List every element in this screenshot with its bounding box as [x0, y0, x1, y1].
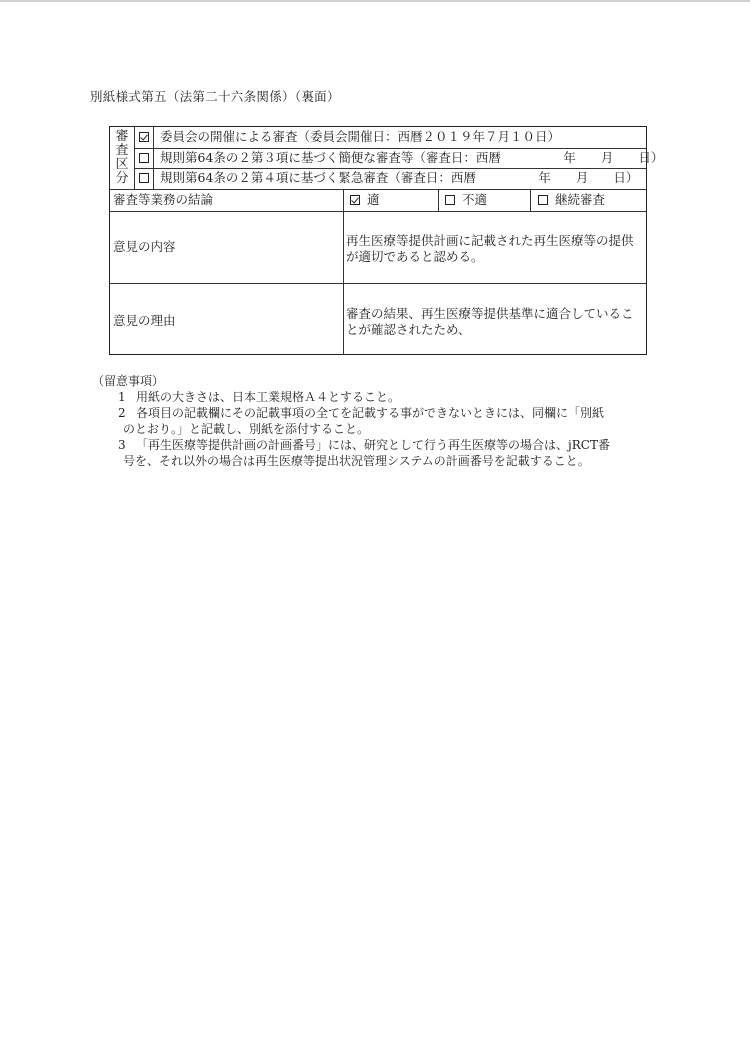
note-1-line-1: 用紙の大きさは、日本工業規格Ａ４とすること。: [136, 390, 401, 404]
note-2-line-2: のとおり。」と記載し、別紙を添付すること。: [123, 422, 370, 436]
conclusion-label: 審査等業務の結論: [113, 192, 214, 207]
conclusion-appropriate-checkbox[interactable]: [350, 195, 360, 205]
row-divider-4: [110, 211, 646, 212]
kubun-col-divider: [134, 127, 135, 189]
conclusion-inappropriate-label: 不適: [462, 192, 488, 207]
category-committee-label: 委員会の開催による審査（委員会開催日：西暦２０１９年７月１０日）: [160, 129, 561, 144]
row-divider-5: [110, 283, 646, 284]
kubun-header-char-1: 審: [115, 129, 129, 144]
opinion-reason-text: 審査の結果、再生医療等提供基準に適合していることが確認されたため、: [346, 306, 634, 337]
review-table: [109, 126, 664, 355]
note-3-line-2: 号を、それ以外の場合は再生医療等提出状況管理システムの計画番号を記載すること。: [123, 454, 590, 468]
category-simple-checkbox[interactable]: [139, 153, 149, 163]
note-3-line-1: 「再生医療等提供計画の計画番号」には、研究として行う再生医療等の場合は、jRCT番: [136, 438, 610, 452]
kubun-header-char-4: 分: [115, 171, 129, 186]
row-divider-1: [134, 148, 646, 149]
opinion-content-text: 再生医療等提供計画に記載された再生医療等の提供が適切であると認める。: [346, 233, 634, 264]
note-2-line-1: 各項目の記載欄にその記載事項の全てを記載する事ができないときには、同欄に「別紙: [136, 406, 605, 420]
category-urgent-label: 規則第64条の２第４項に基づく緊急審査（審査日：西暦 年 月 日）: [160, 170, 639, 185]
kubun-header-char-2: 査: [115, 143, 129, 158]
note-2-number: 2: [118, 406, 126, 420]
opinion-content-label: 意見の内容: [113, 239, 176, 254]
page-top-edge: [0, 0, 750, 2]
category-urgent-checkbox[interactable]: [139, 173, 149, 183]
label-col-divider: [343, 189, 344, 355]
category-simple-label: 規則第64条の２第３項に基づく簡便な審査等（審査日：西暦 年 月 日）: [160, 150, 664, 165]
category-committee-checkbox[interactable]: [139, 132, 149, 142]
row-divider-2: [134, 168, 646, 169]
conclusion-divider-2: [530, 189, 531, 211]
notes-heading: （留意事項）: [92, 374, 165, 388]
conclusion-continue-checkbox[interactable]: [538, 195, 548, 205]
form-title: 別紙様式第五（法第二十六条関係）（裏面）: [90, 89, 340, 104]
row-divider-3: [110, 189, 646, 190]
conclusion-inappropriate-checkbox[interactable]: [445, 195, 455, 205]
note-1-number: 1: [118, 390, 126, 404]
conclusion-divider-1: [438, 189, 439, 211]
conclusion-appropriate-label: 適: [367, 192, 380, 207]
checkbox-col-divider: [153, 127, 154, 189]
opinion-reason-label: 意見の理由: [113, 313, 176, 328]
note-3-number: 3: [118, 438, 126, 452]
kubun-header-char-3: 区: [115, 157, 129, 172]
conclusion-continue-label: 継続審査: [555, 192, 606, 207]
